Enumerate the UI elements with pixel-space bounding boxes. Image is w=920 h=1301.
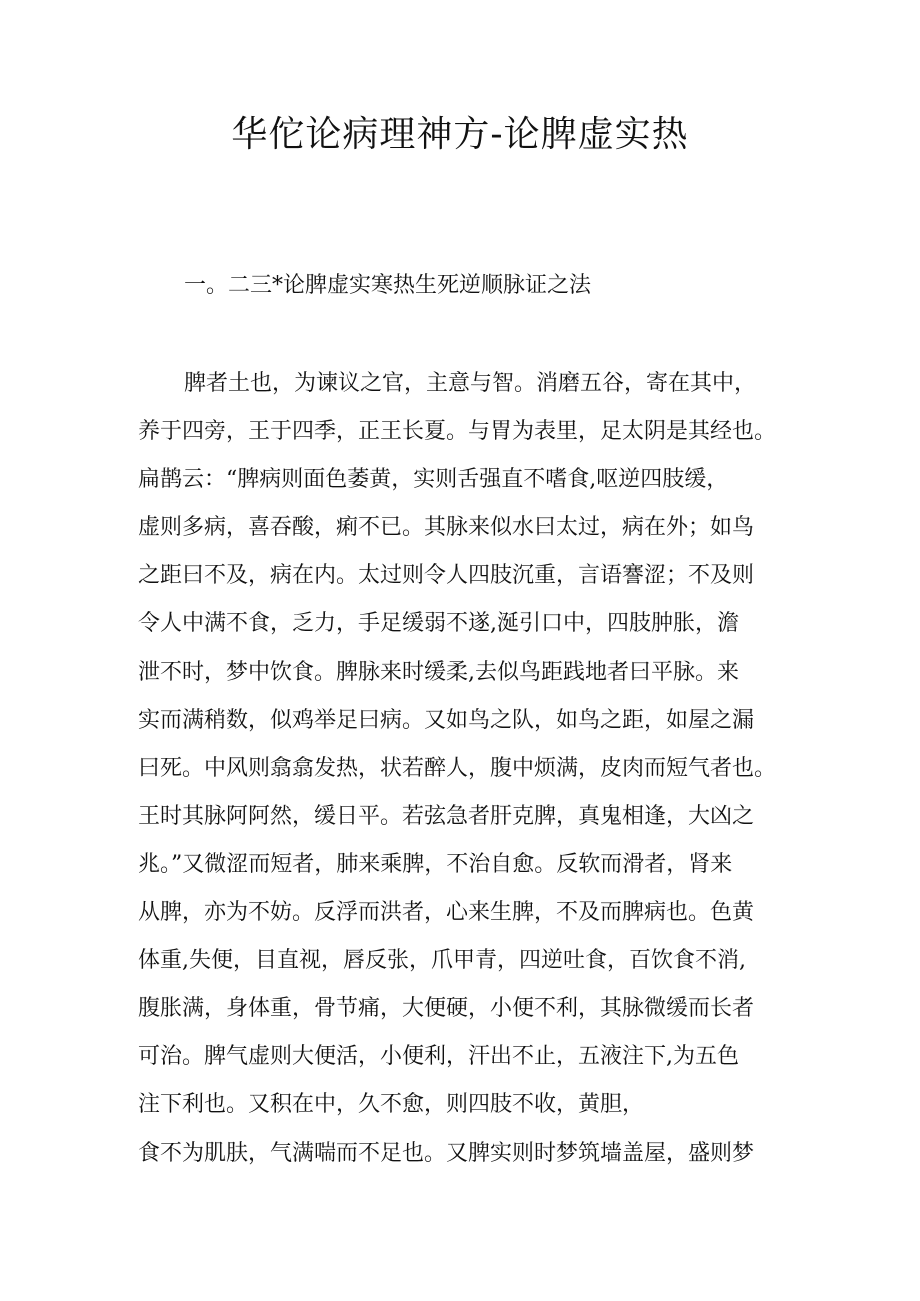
text-line: 脾者土也，为谏议之官，主意与智。消磨五谷，寄在其中， [184,371,757,396]
text-line: 虚则多病，喜吞酸，痢不已。其脉来似水曰太过，病在外；如鸟 [138,515,755,541]
section-heading: 一。二三*论脾虚实寒热生死逆顺脉证之法 [184,273,592,298]
text-line: 令人中满不食，乏力，手足缓弱不遂,涎引口中，四肢肿胀，澹 [138,611,739,637]
text-line: 兆。”又微涩而短者，肺来乘脾，不治自愈。反软而滑者，肾来 [138,851,733,877]
text-line: 王时其脉阿阿然，缓日平。若弦急者肝克脾，真鬼相逢，大凶之 [138,803,755,829]
text-line: 食不为肌肤，气满喘而不足也。又脾实则时梦筑墙盖屋，盛则梦 [138,1140,755,1166]
text-line: 体重,失便，目直视，唇反张，爪甲青，四逆吐食，百饮食不消, [138,948,746,974]
text-line: 腹胀满，身体重，骨节痛，大便硬，小便不利，其脉微缓而长者 [138,996,755,1022]
text-line: 之距曰不及，病在内。太过则令人四肢沉重，言语謇涩；不及则 [138,563,755,589]
text-line: 可治。脾气虚则大便活，小便利，汗出不止，五液注下,为五色 [138,1044,739,1070]
text-line: 扁鹊云：“脾病则面色萎黄，实则舌强直不嗜食,呕逆四肢缓， [138,467,729,493]
text-line: 泄不时，梦中饮食。脾脉来时缓柔,去似鸟距践地者曰平脉。来 [138,659,739,685]
document-title: 华佗论病理神方-论脾虚实热 [231,114,689,155]
text-line: 养于四旁，王于四季，正王长夏。与胃为表里，足太阴是其经也。 [138,419,777,445]
text-line: 曰死。中风则翕翕发热，状若醉人，腹中烦满，皮肉而短气者也。 [138,755,777,781]
text-line: 从脾，亦为不妨。反浮而洪者，心来生脾，不及而脾病也。色黄 [138,900,755,926]
text-line: 实而满稍数，似鸡举足曰病。又如鸟之队，如鸟之距，如屋之漏 [138,707,755,733]
text-line: 注下利也。又积在中，久不愈，则四肢不收，黄胆， [138,1092,645,1118]
body-text [138,360,798,1178]
